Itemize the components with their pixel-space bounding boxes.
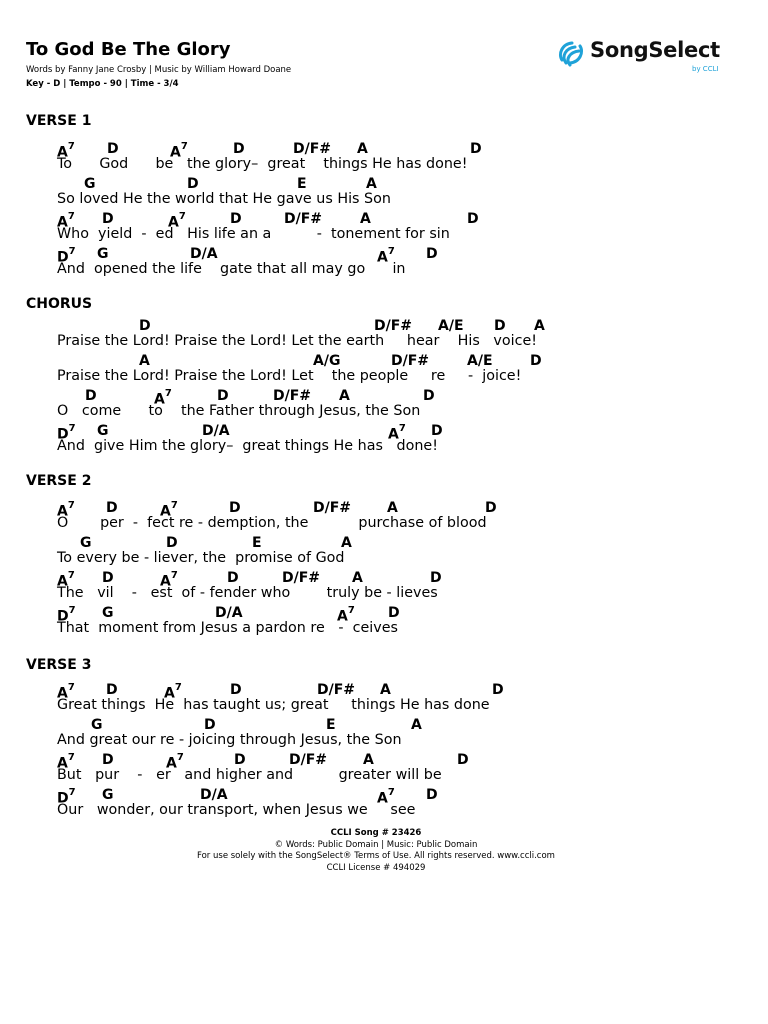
chord: E (252, 535, 262, 551)
chord: G (80, 535, 92, 551)
chord: G (91, 717, 103, 733)
chord: D (229, 500, 241, 516)
chord: D (166, 535, 178, 551)
chord: D (107, 141, 119, 157)
chord: D (102, 570, 114, 586)
chord: A (339, 388, 350, 404)
chord: A/E (467, 353, 493, 369)
chord: A (352, 570, 363, 586)
chord: $A^7$ (337, 605, 355, 625)
chord: $A^7$ (377, 787, 395, 807)
logo-wordmark: SongSelect (590, 38, 720, 62)
chord: D/F# (317, 682, 356, 698)
chord: $D^7$ (57, 605, 76, 625)
chord: A (357, 141, 368, 157)
chord: D (494, 318, 506, 334)
lyric-line: And give Him the glory– great things He has done! (57, 438, 438, 454)
chord: $A^7$ (160, 570, 178, 590)
chord: $D^7$ (57, 787, 76, 807)
chord: $A^7$ (377, 246, 395, 266)
chord: D (467, 211, 479, 227)
song-credits: Words by Fanny Jane Crosby | Music by William Howard Doane (26, 65, 292, 75)
chord: D/A (200, 787, 228, 803)
chord: D (139, 318, 151, 334)
chord: D (426, 246, 438, 262)
chord: $A^7$ (166, 752, 184, 772)
chord: D/F# (374, 318, 413, 334)
chord: D (388, 605, 400, 621)
chord: D (106, 500, 118, 516)
chord: A/G (313, 353, 341, 369)
chord: D (187, 176, 199, 192)
chord: A (341, 535, 352, 551)
chord: A (139, 353, 150, 369)
chord: D (106, 682, 118, 698)
chord: $A^7$ (57, 570, 75, 590)
lyric-line: And opened the life gate that all may go in (57, 261, 406, 277)
chord: D/F# (273, 388, 312, 404)
lyric-line: Great things He has taught us; great things He has done (57, 697, 490, 713)
chord: D/A (190, 246, 218, 262)
chord: A/E (438, 318, 464, 334)
chord: A (363, 752, 374, 768)
chord: D (470, 141, 482, 157)
section-heading: VERSE 1 (26, 113, 92, 129)
song-title: To God Be The Glory (26, 39, 231, 60)
lyric-line: O per - fect re - demption, the purchase of blood (57, 515, 487, 531)
section-heading: CHORUS (26, 296, 93, 312)
chord: $A^7$ (57, 211, 75, 231)
chord: D/A (215, 605, 243, 621)
chord: D (102, 211, 114, 227)
chord: D (102, 752, 114, 768)
chord: G (102, 605, 114, 621)
chord: E (326, 717, 336, 733)
chord: $A^7$ (57, 752, 75, 772)
lyric-line: But pur - er and higher and greater will be (57, 767, 442, 783)
chord: A (411, 717, 422, 733)
chord: G (97, 246, 109, 262)
chord: A (387, 500, 398, 516)
chord: D (485, 500, 497, 516)
chord: $A^7$ (170, 141, 188, 161)
chord: D (426, 787, 438, 803)
chord: $A^7$ (388, 423, 406, 443)
chord: D (230, 211, 242, 227)
chord: $A^7$ (160, 500, 178, 520)
chord: D/F# (284, 211, 323, 227)
chord: A (366, 176, 377, 192)
ccli-song-number: CCLI Song # 23426 (330, 828, 422, 838)
lyric-line: So loved He the world that He gave us His Son (57, 191, 391, 207)
chord: A (380, 682, 391, 698)
chord: $A^7$ (168, 211, 186, 231)
chord: $A^7$ (154, 388, 172, 408)
chord: D (423, 388, 435, 404)
ccli-license: CCLI License # 494029 (326, 863, 426, 873)
chord: G (102, 787, 114, 803)
chord: E (297, 176, 307, 192)
lyric-line: To God be the glory– great things He has done! (57, 156, 468, 172)
chord: D (85, 388, 97, 404)
chord: D (457, 752, 469, 768)
terms-of-use: For use solely with the SongSelect® Terms of Use. All rights reserved. www.ccli.com (197, 851, 555, 861)
chord: $A^7$ (57, 141, 75, 161)
chord: G (84, 176, 96, 192)
chord: $D^7$ (57, 423, 76, 443)
lyric-line: Praise the Lord! Praise the Lord! Let the earth hear His voice! (57, 333, 537, 349)
chord: D (492, 682, 504, 698)
key-tempo-time: Key - D | Tempo - 90 | Time - 3/4 (26, 79, 179, 89)
section-heading: VERSE 2 (26, 473, 92, 489)
lyric-line: Who yield - ed His life an a - tonement for sin (57, 226, 450, 242)
lyric-line: O come to the Father through Jesus, the Son (57, 403, 421, 419)
logo-byline: by CCLI (692, 65, 719, 73)
chord: D (234, 752, 246, 768)
lyric-line: And great our re - joicing through Jesus, the Son (57, 732, 402, 748)
chord: D (233, 141, 245, 157)
songselect-mark-icon (556, 38, 586, 68)
lyric-line: Our wonder, our transport, when Jesus we see (57, 802, 416, 818)
chord: D/F# (289, 752, 328, 768)
chord: D (204, 717, 216, 733)
chord: D (431, 423, 443, 439)
chord: $A^7$ (57, 682, 75, 702)
lyric-line: Praise the Lord! Praise the Lord! Let the people re - joice! (57, 368, 522, 384)
chord: $A^7$ (164, 682, 182, 702)
chord: D/F# (293, 141, 332, 157)
chord: D (530, 353, 542, 369)
chord: D/F# (391, 353, 430, 369)
songselect-logo (556, 38, 728, 74)
section-heading: VERSE 3 (26, 657, 92, 673)
chord: G (97, 423, 109, 439)
chord: D/A (202, 423, 230, 439)
chord: D/F# (282, 570, 321, 586)
lyric-line: That moment from Jesus a pardon re - ceives (57, 620, 398, 636)
lyric-line: The vil - est of - fender who truly be - lieves (57, 585, 438, 601)
copyright-notice: © Words: Public Domain | Music: Public Domain (274, 840, 478, 850)
chord: $A^7$ (57, 500, 75, 520)
chord: $D^7$ (57, 246, 76, 266)
chord: D (430, 570, 442, 586)
chord: A (534, 318, 545, 334)
lyric-line: To every be - liever, the promise of God (57, 550, 345, 566)
chord: D (217, 388, 229, 404)
chord: D (230, 682, 242, 698)
chord: A (360, 211, 371, 227)
chord: D (227, 570, 239, 586)
chord: D/F# (313, 500, 352, 516)
